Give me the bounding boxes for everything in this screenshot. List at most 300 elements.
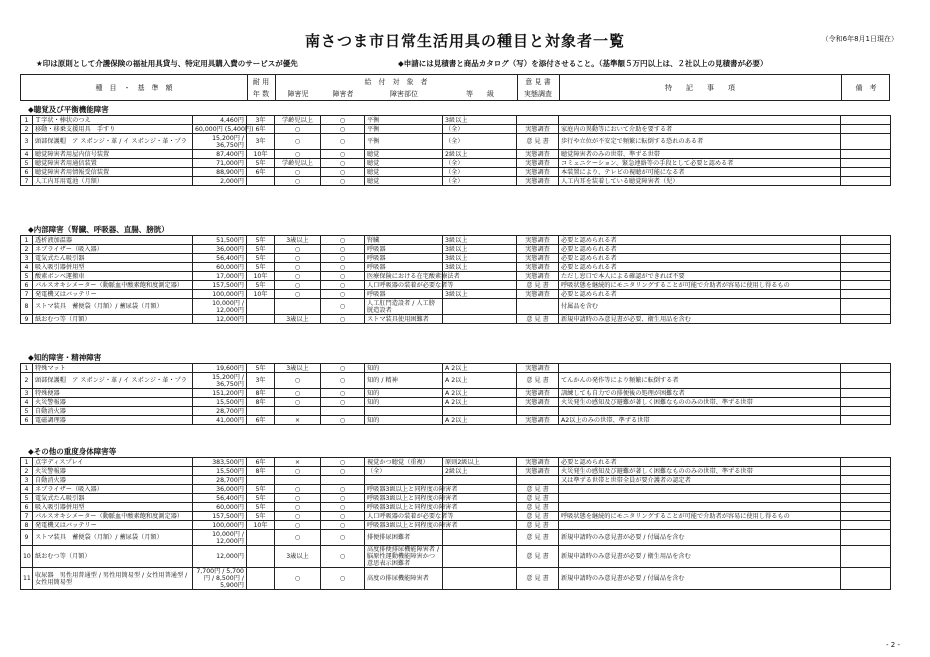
table-row <box>21 416 891 425</box>
item-name: 電気式たん吸引器 <box>33 494 193 503</box>
target-adult: ○ <box>321 494 365 503</box>
target-child: ○ <box>275 150 321 159</box>
table-row <box>21 407 891 416</box>
remarks-cell <box>841 476 891 485</box>
base-amount: 15,200円 / 36,750円 <box>193 373 247 389</box>
disability-part: 平衡 <box>365 116 443 125</box>
useful-life: 5年 <box>247 254 275 263</box>
remarks-cell <box>841 503 891 512</box>
disability-part: 腎臓 <box>365 236 443 245</box>
disability-part: 医療保険における在宅酸素療法者 <box>365 272 443 281</box>
opinion-survey <box>517 476 559 485</box>
target-child: ○ <box>275 168 321 177</box>
opinion-survey: 実態調査 <box>517 272 559 281</box>
opinion-survey: 実態調査 <box>517 150 559 159</box>
base-amount: 12,000円 <box>193 546 247 568</box>
special-notes <box>559 503 841 512</box>
target-adult: ○ <box>321 568 365 590</box>
target-adult: ○ <box>321 485 365 494</box>
table-row <box>21 485 891 494</box>
disability-part: 平衡 <box>365 134 443 150</box>
row-number: 7 <box>21 177 33 186</box>
section-table <box>20 115 891 186</box>
table-row <box>21 134 891 150</box>
item-name: 特殊マット <box>33 364 193 373</box>
useful-life: 3年 <box>247 373 275 389</box>
header-item: 種 目 ・ 基 準 額 <box>95 84 173 92</box>
disability-part: 人工肛門造設者 / 人工膀胱造設者 <box>365 299 443 315</box>
row-number: 1 <box>21 236 33 245</box>
special-notes: 人工内耳を装着している聴覚障害者（児） <box>559 177 841 186</box>
opinion-survey: 実態調査 <box>517 389 559 398</box>
useful-life: 5年 <box>247 364 275 373</box>
disability-grade: 3級以上 <box>443 236 517 245</box>
disability-part: ストマ装具使用困難者 <box>365 315 443 324</box>
target-child: ○ <box>275 281 321 290</box>
remarks-cell <box>841 125 891 134</box>
target-adult: ○ <box>321 290 365 299</box>
base-amount: 157,500円 <box>193 512 247 521</box>
special-notes: 必要と認められる者 <box>559 458 841 467</box>
header-life-1: 耐 用 <box>252 78 270 86</box>
opinion-survey: 実態調査 <box>517 168 559 177</box>
opinion-survey: 意 見 書 <box>517 546 559 568</box>
remarks-cell <box>841 134 891 150</box>
item-name: ストマ装具 蓄便袋（月額）/ 蓄尿袋（月額） <box>33 530 193 546</box>
disability-part: 呼吸器 <box>365 263 443 272</box>
useful-life: 5年 <box>247 485 275 494</box>
useful-life: 10年 <box>247 290 275 299</box>
base-amount: 2,000円 <box>193 177 247 186</box>
special-notes: 必要と認められる者 <box>559 245 841 254</box>
target-child: ○ <box>275 245 321 254</box>
target-adult: ○ <box>321 281 365 290</box>
remarks-cell <box>841 168 891 177</box>
table-row <box>21 467 891 476</box>
row-number: 6 <box>21 281 33 290</box>
target-adult: ○ <box>321 467 365 476</box>
disability-grade: （全） <box>443 177 517 186</box>
base-amount: 87,400円 <box>193 150 247 159</box>
disability-part: 視覚かつ聴覚（重複） <box>365 458 443 467</box>
row-number: 4 <box>21 263 33 272</box>
remarks-cell <box>841 494 891 503</box>
remarks-cell <box>841 512 891 521</box>
disability-grade: （全） <box>443 168 517 177</box>
base-amount: 60,000円 <box>193 503 247 512</box>
base-amount: 71,000円 <box>193 159 247 168</box>
useful-life: 10年 <box>247 272 275 281</box>
row-number: 4 <box>21 485 33 494</box>
special-notes: 必要と認められる者 <box>559 236 841 245</box>
table-row <box>21 254 891 263</box>
remarks-cell <box>841 245 891 254</box>
disability-grade <box>443 407 517 416</box>
base-amount: 100,000円 <box>193 290 247 299</box>
item-name: Ｔ字状・棒状のつえ <box>33 116 193 125</box>
opinion-survey: 意 見 書 <box>517 315 559 324</box>
useful-life: 10年 <box>247 150 275 159</box>
target-adult: ○ <box>321 315 365 324</box>
opinion-survey: 意 見 書 <box>517 521 559 530</box>
table-row <box>21 263 891 272</box>
table-row <box>21 521 891 530</box>
special-notes <box>559 407 841 416</box>
useful-life: 5年 <box>247 494 275 503</box>
special-notes <box>559 494 841 503</box>
row-number: 3 <box>21 389 33 398</box>
opinion-survey: 意 見 書 <box>517 530 559 546</box>
disability-part: 呼吸器3級以上と同程度の障害者 <box>365 503 443 512</box>
base-amount: 28,700円 <box>193 476 247 485</box>
item-name: 火災警報器 <box>33 398 193 407</box>
table-row <box>21 125 891 134</box>
disability-grade: 3級以上 <box>443 263 517 272</box>
special-notes: 本装置により、テレビの視聴が可能になる者 <box>559 168 841 177</box>
disability-part: 呼吸器 <box>365 290 443 299</box>
table-row <box>21 530 891 546</box>
header-remarks: 備 考 <box>855 84 877 92</box>
opinion-survey: 実態調査 <box>517 290 559 299</box>
base-amount: 10,000円 / 12,000円 <box>193 299 247 315</box>
table-row <box>21 236 891 245</box>
remarks-cell <box>841 458 891 467</box>
table-row <box>21 150 891 159</box>
disability-grade: 2級以上 <box>443 150 517 159</box>
opinion-survey: 実態調査 <box>517 458 559 467</box>
disability-grade <box>443 546 517 568</box>
row-number: 7 <box>21 290 33 299</box>
target-adult: ○ <box>321 116 365 125</box>
remarks-cell <box>841 272 891 281</box>
useful-life: 6年 <box>247 458 275 467</box>
special-notes: 新規申請時のみ意見書が必要、衛生用品を含む <box>559 315 841 324</box>
item-name: 電気式たん吸引器 <box>33 254 193 263</box>
table-row <box>21 177 891 186</box>
useful-life <box>247 299 275 315</box>
remarks-cell <box>841 364 891 373</box>
disability-part: 高度排便排尿機能障害者 / 脳原性運動機能障害かつ意思表示困難者 <box>365 546 443 568</box>
useful-life: 8年 <box>247 398 275 407</box>
item-name: 頭部保護帽 ア スポンジ・革 / イ スポンジ・革・プラ <box>33 373 193 389</box>
target-adult: ○ <box>321 134 365 150</box>
remarks-cell <box>841 159 891 168</box>
table-header <box>20 74 890 101</box>
target-child: ○ <box>275 398 321 407</box>
table-row <box>21 458 891 467</box>
base-amount: 41,000円 <box>193 416 247 425</box>
item-name: 吸入吸引器併用型 <box>33 263 193 272</box>
table-row <box>21 476 891 485</box>
target-child <box>275 476 321 485</box>
disability-part: 呼吸器 <box>365 245 443 254</box>
base-amount: 28,700円 <box>193 407 247 416</box>
target-child: ○ <box>275 125 321 134</box>
remarks-cell <box>841 263 891 272</box>
disability-part: 高度の排尿機能障害者 <box>365 568 443 590</box>
item-name: 紙おむつ等（月額） <box>33 546 193 568</box>
row-number: 10 <box>21 546 33 568</box>
target-child: ○ <box>275 254 321 263</box>
row-number: 3 <box>21 476 33 485</box>
disability-part: 知的 / 精神 <box>365 373 443 389</box>
item-name: 吸入吸引器併用型 <box>33 503 193 512</box>
opinion-survey: 実態調査 <box>517 364 559 373</box>
useful-life <box>247 530 275 546</box>
item-name: 発電機又はバッテリー <box>33 290 193 299</box>
target-adult: ○ <box>321 245 365 254</box>
useful-life <box>247 546 275 568</box>
disability-part: 呼吸器3級以上と同程度の障害者 <box>365 485 443 494</box>
target-adult: ○ <box>321 398 365 407</box>
target-adult: ○ <box>321 168 365 177</box>
base-amount: 15,200円 / 36,750円 <box>193 134 247 150</box>
special-notes: 火災発生の感知及び避難が著しく困難なもののみの世帯、準ずる世帯 <box>559 398 841 407</box>
disability-part: 聴覚 <box>365 159 443 168</box>
disability-grade <box>443 299 517 315</box>
row-number: 11 <box>21 568 33 590</box>
row-number: 2 <box>21 245 33 254</box>
item-name: 聴覚障害者用屋内信号装置 <box>33 150 193 159</box>
useful-life <box>247 177 275 186</box>
base-amount: 36,000円 <box>193 245 247 254</box>
target-child: 3歳以上 <box>275 236 321 245</box>
target-child: 学齢児以上 <box>275 116 321 125</box>
useful-life: 10年 <box>247 521 275 530</box>
header-child: 障害児 <box>287 90 309 98</box>
table-row <box>21 364 891 373</box>
base-amount: 60,000円 (5,400円) <box>193 125 247 134</box>
special-notes: ただし窓口で本人による確認ができれば不要 <box>559 272 841 281</box>
row-number: 2 <box>21 125 33 134</box>
remarks-cell <box>841 485 891 494</box>
table-row <box>21 503 891 512</box>
item-name: 人工内耳用電池（月額） <box>33 177 193 186</box>
table-row <box>21 389 891 398</box>
row-number: 9 <box>21 315 33 324</box>
base-amount: 88,900円 <box>193 168 247 177</box>
target-child <box>275 407 321 416</box>
item-name: 電磁調理器 <box>33 416 193 425</box>
item-name: 透析液加温器 <box>33 236 193 245</box>
special-notes: 新規申請時のみ意見書が必要 / 衛生用品を含む <box>559 546 841 568</box>
opinion-survey: 意 見 書 <box>517 494 559 503</box>
row-number: 5 <box>21 272 33 281</box>
target-adult: ○ <box>321 530 365 546</box>
disability-grade: 3級以上 <box>443 254 517 263</box>
item-name: ネブライザー（吸入器） <box>33 245 193 254</box>
useful-life: 6年 <box>247 125 275 134</box>
row-number: 6 <box>21 168 33 177</box>
opinion-survey: 実態調査 <box>517 416 559 425</box>
base-amount: 4,460円 <box>193 116 247 125</box>
target-adult: ○ <box>321 512 365 521</box>
item-name: 聴覚障害者用通信装置 <box>33 159 193 168</box>
disability-part: 知的 <box>365 389 443 398</box>
base-amount: 151,200円 <box>193 389 247 398</box>
base-amount: 7,700円 / 5,700円 / 8,500円 / 5,900円 <box>193 568 247 590</box>
opinion-survey: 実態調査 <box>517 467 559 476</box>
useful-life <box>247 568 275 590</box>
remarks-cell <box>841 290 891 299</box>
useful-life: 5年 <box>247 281 275 290</box>
row-number: 8 <box>21 521 33 530</box>
table-row <box>21 299 891 315</box>
disability-grade: A 2以上 <box>443 398 517 407</box>
remarks-cell <box>841 389 891 398</box>
target-adult: ○ <box>321 503 365 512</box>
disability-grade: （全） <box>443 125 517 134</box>
opinion-survey: 実態調査 <box>517 245 559 254</box>
item-name: 酸素ボンベ運搬車 <box>33 272 193 281</box>
disability-grade: （全） <box>443 159 517 168</box>
target-child: ○ <box>275 290 321 299</box>
item-name: 収尿器 男性用普通型 / 男性用簡易型 / 女性用普通型 / 女性用簡易型 <box>33 568 193 590</box>
base-amount: 383,500円 <box>193 458 247 467</box>
target-adult: ○ <box>321 263 365 272</box>
note-application: ◆申請には見積書と商品カタログ（写）を添付させること。（基準額５万円以上は、２社以上の見積書が必要） <box>398 59 768 68</box>
page-title: 南さつま市日常生活用具の種目と対象者一覧 <box>304 32 625 50</box>
target-child: ○ <box>275 373 321 389</box>
disability-part: 呼吸器3級以上と同程度の障害者 <box>365 521 443 530</box>
useful-life: 3年 <box>247 134 275 150</box>
target-child: ○ <box>275 467 321 476</box>
item-name: パルスオキシメーター（動脈血中酸素飽和度測定器） <box>33 512 193 521</box>
section-table <box>20 457 891 590</box>
item-name: 発電機又はバッテリー <box>33 521 193 530</box>
target-child: 3歳以上 <box>275 546 321 568</box>
target-adult: ○ <box>321 150 365 159</box>
target-adult: ○ <box>321 373 365 389</box>
target-child: × <box>275 458 321 467</box>
target-child: 3歳以上 <box>275 315 321 324</box>
remarks-cell <box>841 568 891 590</box>
useful-life: 5年 <box>247 236 275 245</box>
target-adult: ○ <box>321 364 365 373</box>
special-notes <box>559 364 841 373</box>
header-grade: 等 級 <box>466 90 494 98</box>
base-amount: 17,000円 <box>193 272 247 281</box>
base-amount: 19,600円 <box>193 364 247 373</box>
special-notes <box>559 116 841 125</box>
opinion-survey: 意 見 書 <box>517 568 559 590</box>
base-amount: 12,000円 <box>193 315 247 324</box>
useful-life <box>247 315 275 324</box>
base-amount: 157,500円 <box>193 281 247 290</box>
useful-life: 6年 <box>247 168 275 177</box>
header-part: 障害部位 <box>390 90 418 98</box>
opinion-survey: 実態調査 <box>517 398 559 407</box>
disability-part: 呼吸器3級以上と同程度の障害者 <box>365 494 443 503</box>
table-row <box>21 281 891 290</box>
opinion-survey: 実態調査 <box>517 125 559 134</box>
opinion-survey <box>517 407 559 416</box>
special-notes: 家庭内の異動等において介助を要する者 <box>559 125 841 134</box>
opinion-survey <box>517 299 559 315</box>
disability-grade: A 2以上 <box>443 373 517 389</box>
disability-grade: A 2以上 <box>443 364 517 373</box>
note-priority: ★印は原則として介護保険の福祉用具貸与、特定用具購入費のサービスが優先 <box>36 59 298 68</box>
disability-part: 知的 <box>365 416 443 425</box>
table-row <box>21 272 891 281</box>
special-notes: 必要と認められる者 <box>559 263 841 272</box>
remarks-cell <box>841 373 891 389</box>
row-number: 6 <box>21 416 33 425</box>
opinion-survey: 実態調査 <box>517 236 559 245</box>
remarks-cell <box>841 521 891 530</box>
table-row <box>21 373 891 389</box>
useful-life: 5年 <box>247 159 275 168</box>
target-child: 3歳以上 <box>275 364 321 373</box>
target-adult: ○ <box>321 299 365 315</box>
table-row <box>21 168 891 177</box>
disability-part <box>365 407 443 416</box>
row-number: 4 <box>21 150 33 159</box>
item-name: 聴覚障害者用情報受信装置 <box>33 168 193 177</box>
header-adult: 障害者 <box>332 90 354 98</box>
row-number: 4 <box>21 398 33 407</box>
special-notes <box>559 521 841 530</box>
target-child: ○ <box>275 134 321 150</box>
remarks-cell <box>841 407 891 416</box>
section-title: ◆知的障害・精神障害 <box>28 353 102 362</box>
item-name: 自動消火器 <box>33 476 193 485</box>
special-notes <box>559 485 841 494</box>
base-amount: 100,000円 <box>193 521 247 530</box>
target-child: ○ <box>275 263 321 272</box>
section-table <box>20 363 891 425</box>
useful-life: 5年 <box>247 263 275 272</box>
table-row <box>21 290 891 299</box>
row-number: 5 <box>21 407 33 416</box>
opinion-survey: 実態調査 <box>517 254 559 263</box>
row-number: 2 <box>21 373 33 389</box>
target-child: ○ <box>275 485 321 494</box>
section-title: ◆内部障害（腎臓、呼吸器、直腸、膀胱） <box>28 225 169 234</box>
special-notes: 新規申請時のみ意見書が必要 / 付属品を含む <box>559 568 841 590</box>
remarks-cell <box>841 150 891 159</box>
disability-grade <box>443 476 517 485</box>
base-amount: 51,500円 <box>193 236 247 245</box>
remarks-cell <box>841 236 891 245</box>
disability-grade <box>443 315 517 324</box>
item-name: 点字ディスプレイ <box>33 458 193 467</box>
base-amount: 15,500円 <box>193 398 247 407</box>
disability-grade: （全） <box>443 134 517 150</box>
special-notes: 必要と認められる者 <box>559 290 841 299</box>
base-amount: 36,000円 <box>193 485 247 494</box>
target-child: 学齢児以上 <box>275 159 321 168</box>
header-opinion: 意 見 書 <box>525 78 551 86</box>
disability-part: 人口呼吸器の装着が必要な者等 <box>365 281 443 290</box>
row-number: 5 <box>21 159 33 168</box>
disability-grade: 3級以上 <box>443 245 517 254</box>
table-row <box>21 512 891 521</box>
item-name: 頭部保護帽 ア スポンジ・革 / イ スポンジ・革・プラ <box>33 134 193 150</box>
header-special: 特 記 事 項 <box>665 84 735 92</box>
remarks-cell <box>841 416 891 425</box>
target-adult: ○ <box>321 254 365 263</box>
useful-life: 5年 <box>247 512 275 521</box>
remarks-cell <box>841 177 891 186</box>
table-row <box>21 568 891 590</box>
disability-part <box>365 476 443 485</box>
disability-part: 聴覚 <box>365 150 443 159</box>
disability-grade: 原則2級以上 <box>443 458 517 467</box>
target-child: ○ <box>275 503 321 512</box>
remarks-cell <box>841 281 891 290</box>
item-name: パルスオキシメーター（動脈血中酸素飽和度測定器） <box>33 281 193 290</box>
